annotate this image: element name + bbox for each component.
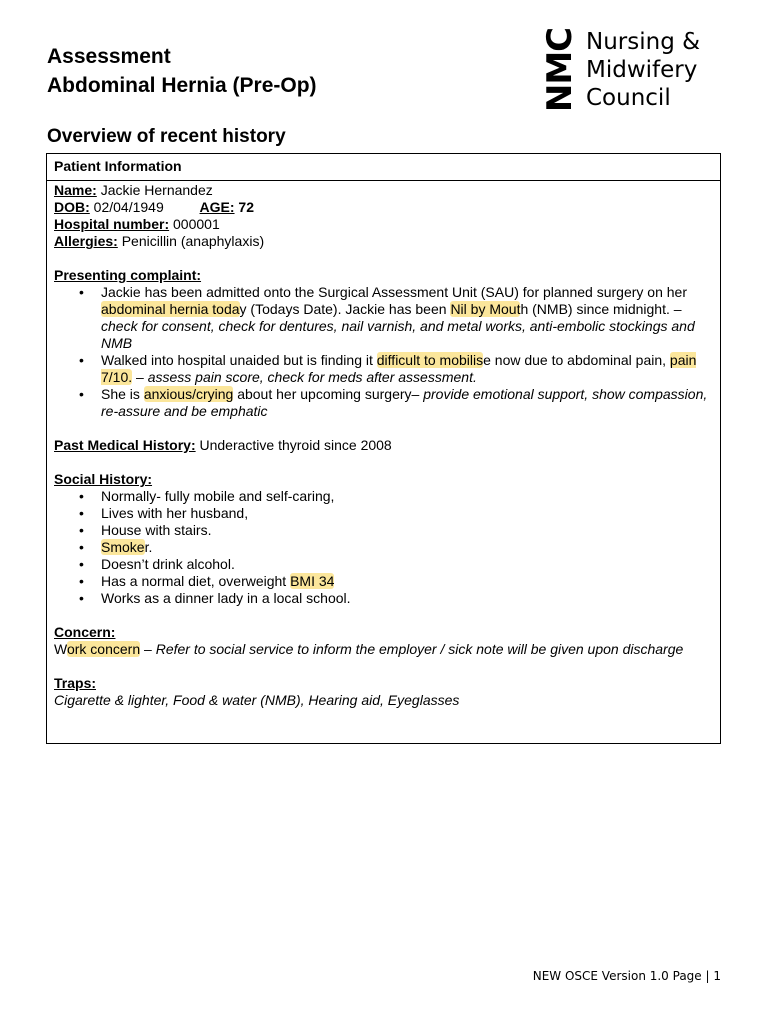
dob-line — [54, 199, 712, 216]
list-item: • Has a normal diet, overweight BMI 34 — [101, 573, 712, 590]
list-item: • Smoker. — [101, 539, 712, 556]
pmh-text: Underactive thyroid since 2008 — [199, 437, 392, 453]
list-item: • House with stairs. — [101, 522, 712, 539]
name-label: Name: — [54, 182, 97, 198]
title-line-2: Abdominal Hernia (Pre-Op) — [47, 74, 317, 97]
nmc-logo — [540, 27, 733, 113]
social-heading: Social History: — [54, 471, 153, 487]
age-label: AGE: — [199, 199, 235, 215]
box-header: Patient Information — [47, 154, 720, 181]
list-item: • Lives with her husband, — [101, 505, 712, 522]
concern-heading: Concern: — [54, 624, 116, 640]
hospital-label: Hospital number: — [54, 216, 170, 232]
hospital-line — [54, 216, 712, 233]
logo-mark: NMC — [540, 27, 580, 113]
dob-label: DOB: — [54, 199, 90, 215]
list-item: • She is anxious/crying about her upcoming surgery– provide emotional support, show compassion, re-assure and be emphatic — [101, 386, 712, 420]
traps-heading: Traps: — [54, 675, 97, 691]
complaint-heading: Presenting complaint: — [54, 267, 202, 283]
list-item: • Doesn’t drink alcohol. — [101, 556, 712, 573]
allergies-value: Penicillin (anaphylaxis) — [121, 233, 265, 249]
list-item: • Works as a dinner lady in a local school. — [101, 590, 712, 607]
age-value: 72 — [238, 199, 254, 215]
page-footer: NEW OSCE Version 1.0 Page | 1 — [532, 969, 721, 983]
pmh-line — [54, 437, 712, 454]
section-title: Overview of recent history — [47, 126, 286, 147]
box-content — [47, 181, 720, 709]
logo-wordmark: Nursing & Midwifery Council — [586, 29, 701, 111]
hospital-number: 000001 — [173, 216, 220, 232]
document-title — [47, 42, 317, 100]
social-list — [54, 488, 712, 607]
concern-text: Work concern – Refer to social service to inform the employer / sick note will be given upon discharge — [54, 641, 684, 657]
patient-info-box — [46, 153, 721, 744]
dob-value: 02/04/1949 — [93, 199, 164, 215]
patient-name: Jackie Hernandez — [100, 182, 213, 198]
pmh-heading: Past Medical History: — [54, 437, 196, 453]
allergies-label: Allergies: — [54, 233, 118, 249]
traps-text: Cigarette & lighter, Food & water (NMB), Hearing aid, Eyeglasses — [54, 692, 460, 708]
name-line — [54, 182, 712, 199]
allergies-line — [54, 233, 712, 250]
list-item: • Jackie has been admitted onto the Surgical Assessment Unit (SAU) for planned surgery on her abdominal hernia today (Todays Date). Jackie has been Nil by Mouth (NMB) since midnight. – check for consent, check for dentures, nail varnish, and metal works, anti-embolic stockings and NMB — [101, 284, 712, 352]
title-line-1: Assessment — [47, 45, 171, 68]
list-item: • Walked into hospital unaided but is finding it difficult to mobilise now due to abdominal pain, pain 7/10. – assess pain score, check for meds after assessment. — [101, 352, 712, 386]
list-item: • Normally- fully mobile and self-caring, — [101, 488, 712, 505]
complaint-list — [54, 284, 712, 420]
